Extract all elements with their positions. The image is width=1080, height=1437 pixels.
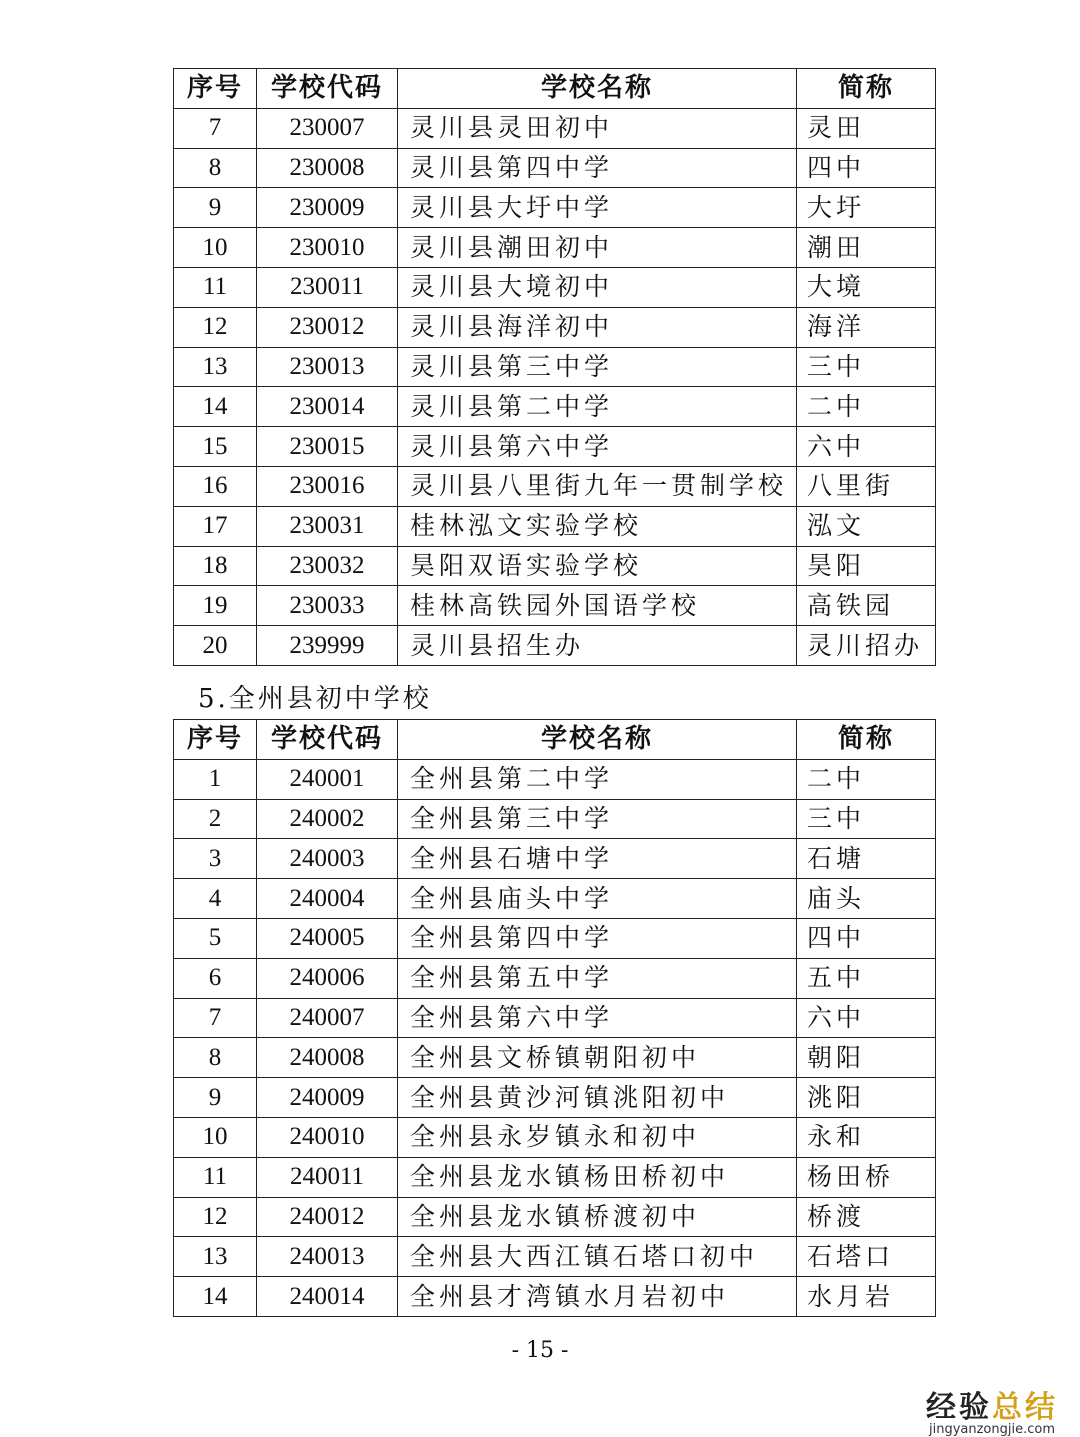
row-index: 11	[174, 1157, 257, 1197]
row-school-abbr: 大圩	[797, 188, 936, 228]
row-school-abbr: 泓文	[797, 506, 936, 546]
row-school-name: 灵川县招生办	[398, 626, 797, 666]
row-index: 5	[174, 918, 257, 958]
row-school-code: 230009	[257, 188, 398, 228]
table-row	[174, 626, 936, 666]
row-school-abbr: 杨田桥	[797, 1157, 936, 1197]
row-index: 7	[174, 998, 257, 1038]
table-row	[174, 347, 936, 387]
table-row	[174, 1038, 936, 1078]
row-school-code: 230014	[257, 387, 398, 427]
row-school-abbr: 水月岩	[797, 1277, 936, 1317]
row-school-code: 240002	[257, 799, 398, 839]
row-school-code: 240006	[257, 958, 398, 998]
table-row	[174, 918, 936, 958]
row-school-name: 全州县文桥镇朝阳初中	[398, 1038, 797, 1078]
table-row	[174, 1078, 936, 1118]
row-school-abbr: 六中	[797, 998, 936, 1038]
school-table-quanzhou	[173, 719, 936, 1317]
row-school-code: 230013	[257, 347, 398, 387]
row-school-name: 全州县第二中学	[398, 759, 797, 799]
row-school-name: 全州县才湾镇水月岩初中	[398, 1277, 797, 1317]
row-index: 8	[174, 1038, 257, 1078]
row-school-code: 230031	[257, 506, 398, 546]
row-school-abbr: 灵田	[797, 108, 936, 148]
table-row	[174, 879, 936, 919]
row-index: 13	[174, 347, 257, 387]
row-index: 13	[174, 1237, 257, 1277]
row-school-code: 240013	[257, 1237, 398, 1277]
row-school-name: 灵川县第四中学	[398, 148, 797, 188]
row-index: 17	[174, 506, 257, 546]
table-row	[174, 839, 936, 879]
row-school-abbr: 三中	[797, 347, 936, 387]
row-index: 18	[174, 546, 257, 586]
row-school-code: 240014	[257, 1277, 398, 1317]
row-school-code: 230011	[257, 267, 398, 307]
row-school-name: 灵川县八里街九年一贯制学校	[398, 466, 797, 506]
table-row	[174, 1117, 936, 1157]
table-row	[174, 108, 936, 148]
row-index: 9	[174, 188, 257, 228]
row-school-name: 桂林泓文实验学校	[398, 506, 797, 546]
row-school-abbr: 四中	[797, 918, 936, 958]
row-school-name: 全州县永岁镇永和初中	[398, 1117, 797, 1157]
table-row	[174, 466, 936, 506]
header-code: 学校代码	[257, 69, 398, 109]
row-school-name: 全州县庙头中学	[398, 879, 797, 919]
row-index: 16	[174, 466, 257, 506]
row-index: 19	[174, 586, 257, 626]
row-index: 9	[174, 1078, 257, 1118]
row-school-code: 239999	[257, 626, 398, 666]
table-row	[174, 307, 936, 347]
page-number: - 15 -	[511, 1338, 569, 1363]
table-row	[174, 427, 936, 467]
row-school-abbr: 大境	[797, 267, 936, 307]
row-index: 4	[174, 879, 257, 919]
row-school-name: 全州县第四中学	[398, 918, 797, 958]
row-school-name: 全州县第三中学	[398, 799, 797, 839]
row-school-name: 灵川县灵田初中	[398, 108, 797, 148]
watermark-logo: 经验总结	[926, 1390, 1058, 1425]
row-school-name: 全州县石塘中学	[398, 839, 797, 879]
section-title: 5.全州县初中学校	[198, 684, 432, 714]
row-school-name: 全州县大西江镇石塔口初中	[398, 1237, 797, 1277]
table-row	[174, 228, 936, 268]
row-school-name: 灵川县潮田初中	[398, 228, 797, 268]
row-school-name: 全州县第五中学	[398, 958, 797, 998]
table-row	[174, 387, 936, 427]
header-abbr: 简称	[797, 69, 936, 109]
row-index: 15	[174, 427, 257, 467]
table-row	[174, 267, 936, 307]
header-code: 学校代码	[257, 720, 398, 760]
row-school-name: 灵川县第二中学	[398, 387, 797, 427]
row-school-abbr: 桥渡	[797, 1197, 936, 1237]
row-school-abbr: 潮田	[797, 228, 936, 268]
row-school-abbr: 昊阳	[797, 546, 936, 586]
row-index: 8	[174, 148, 257, 188]
row-school-abbr: 二中	[797, 759, 936, 799]
row-school-code: 240003	[257, 839, 398, 879]
row-school-name: 昊阳双语实验学校	[398, 546, 797, 586]
row-school-code: 230012	[257, 307, 398, 347]
row-school-abbr: 高铁园	[797, 586, 936, 626]
row-index: 1	[174, 759, 257, 799]
table-row	[174, 546, 936, 586]
row-index: 6	[174, 958, 257, 998]
table-row	[174, 188, 936, 228]
table-row	[174, 958, 936, 998]
row-index: 14	[174, 1277, 257, 1317]
row-school-abbr: 五中	[797, 958, 936, 998]
row-school-abbr: 永和	[797, 1117, 936, 1157]
row-school-name: 灵川县第六中学	[398, 427, 797, 467]
row-school-code: 230008	[257, 148, 398, 188]
row-school-code: 240010	[257, 1117, 398, 1157]
row-school-code: 240011	[257, 1157, 398, 1197]
table-header-row	[174, 720, 936, 760]
table-row	[174, 998, 936, 1038]
row-index: 3	[174, 839, 257, 879]
row-index: 12	[174, 307, 257, 347]
row-school-code: 240005	[257, 918, 398, 958]
row-school-code: 230016	[257, 466, 398, 506]
row-school-abbr: 四中	[797, 148, 936, 188]
table-row	[174, 148, 936, 188]
row-school-name: 全州县龙水镇杨田桥初中	[398, 1157, 797, 1197]
row-school-abbr: 二中	[797, 387, 936, 427]
row-school-name: 全州县第六中学	[398, 998, 797, 1038]
school-table-lingchuan	[173, 68, 936, 666]
row-school-name: 桂林高铁园外国语学校	[398, 586, 797, 626]
row-index: 14	[174, 387, 257, 427]
row-index: 20	[174, 626, 257, 666]
row-school-code: 230010	[257, 228, 398, 268]
row-school-name: 灵川县大圩中学	[398, 188, 797, 228]
row-school-abbr: 六中	[797, 427, 936, 467]
row-school-code: 230032	[257, 546, 398, 586]
table-row	[174, 586, 936, 626]
row-school-abbr: 石塔口	[797, 1237, 936, 1277]
row-school-code: 230033	[257, 586, 398, 626]
row-school-code: 240004	[257, 879, 398, 919]
site-watermark	[926, 1382, 1058, 1437]
row-school-name: 全州县龙水镇桥渡初中	[398, 1197, 797, 1237]
table-row	[174, 799, 936, 839]
row-school-name: 灵川县第三中学	[398, 347, 797, 387]
row-school-name: 灵川县海洋初中	[398, 307, 797, 347]
row-school-code: 240009	[257, 1078, 398, 1118]
header-index: 序号	[174, 720, 257, 760]
row-school-abbr: 三中	[797, 799, 936, 839]
row-school-name: 全州县黄沙河镇洮阳初中	[398, 1078, 797, 1118]
table-row	[174, 1197, 936, 1237]
row-school-abbr: 海洋	[797, 307, 936, 347]
row-school-code: 230015	[257, 427, 398, 467]
row-school-abbr: 八里街	[797, 466, 936, 506]
header-index: 序号	[174, 69, 257, 109]
row-index: 10	[174, 1117, 257, 1157]
table-header-row	[174, 69, 936, 109]
row-school-abbr: 洮阳	[797, 1078, 936, 1118]
row-index: 2	[174, 799, 257, 839]
header-name: 学校名称	[398, 69, 797, 109]
row-school-code: 240007	[257, 998, 398, 1038]
watermark-url: jingyanzongjie.com	[928, 1422, 1055, 1437]
header-abbr: 简称	[797, 720, 936, 760]
row-school-code: 240008	[257, 1038, 398, 1078]
table-row	[174, 506, 936, 546]
row-school-code: 230007	[257, 108, 398, 148]
row-index: 10	[174, 228, 257, 268]
row-school-code: 240012	[257, 1197, 398, 1237]
table-row	[174, 1157, 936, 1197]
row-school-name: 灵川县大境初中	[398, 267, 797, 307]
row-school-code: 240001	[257, 759, 398, 799]
table-row	[174, 759, 936, 799]
row-school-abbr: 石塘	[797, 839, 936, 879]
row-school-abbr: 庙头	[797, 879, 936, 919]
table-row	[174, 1237, 936, 1277]
row-index: 11	[174, 267, 257, 307]
row-index: 7	[174, 108, 257, 148]
row-school-abbr: 朝阳	[797, 1038, 936, 1078]
table-row	[174, 1277, 936, 1317]
header-name: 学校名称	[398, 720, 797, 760]
row-index: 12	[174, 1197, 257, 1237]
row-school-abbr: 灵川招办	[797, 626, 936, 666]
